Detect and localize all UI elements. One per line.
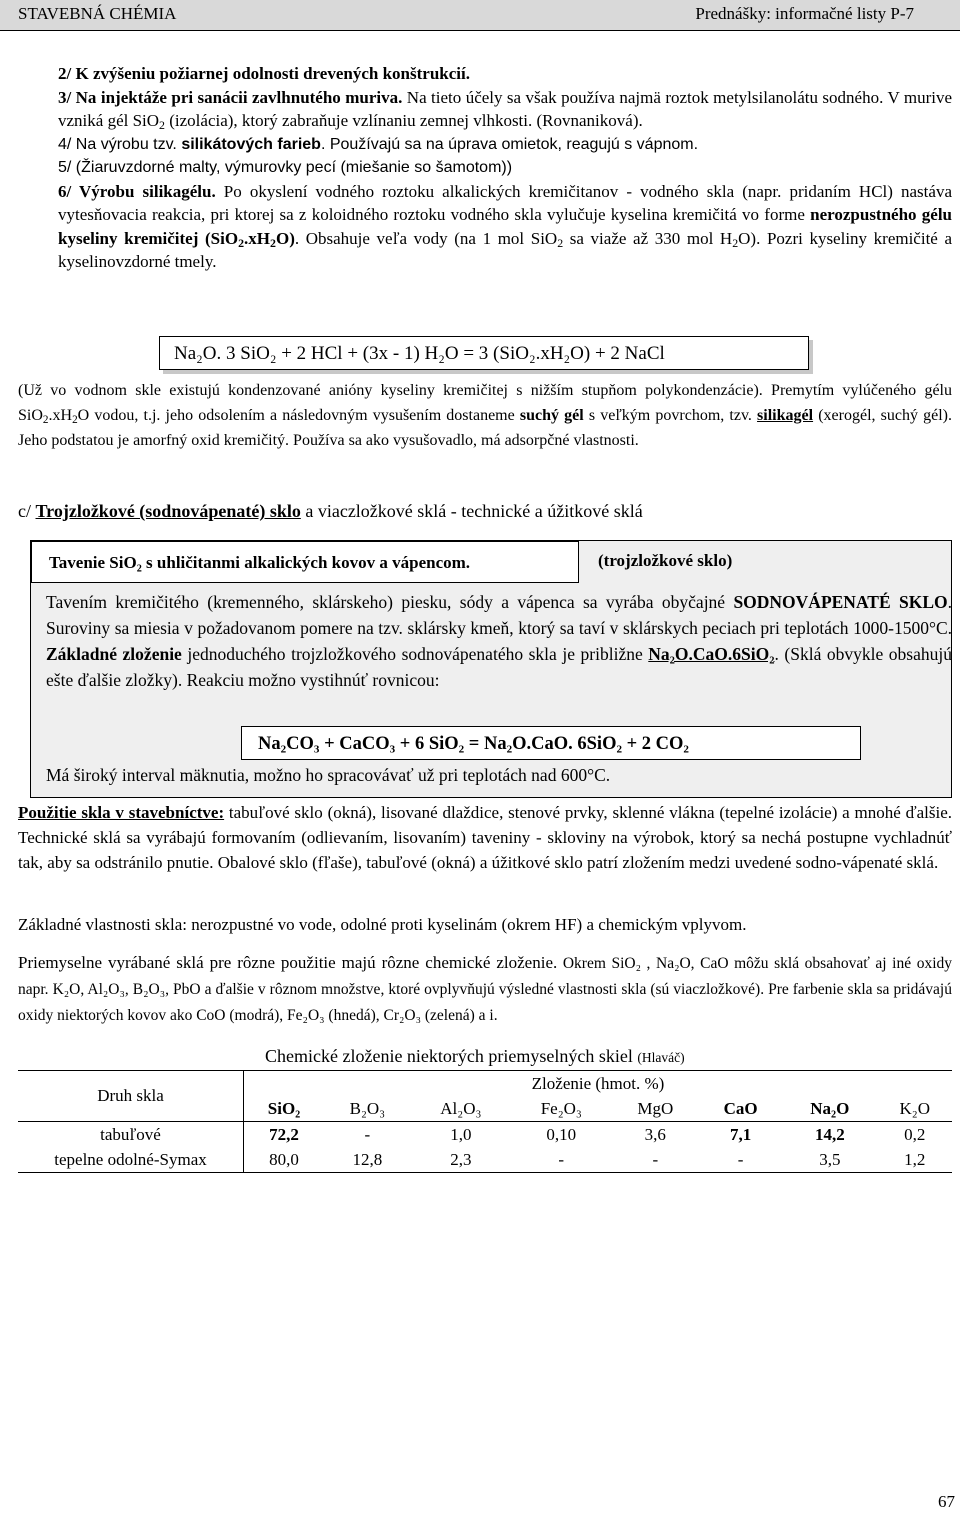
glass-production-box bbox=[30, 540, 952, 798]
oxide-header: SiO₂ bbox=[244, 1096, 325, 1122]
table-header-row bbox=[18, 1071, 952, 1097]
table-cell: - bbox=[364, 1124, 371, 1144]
page-header bbox=[0, 0, 960, 31]
list-item: 5/ (Žiaruvzdorné malty, výmurovky pecí (miešanie so šamotom)) bbox=[58, 159, 513, 176]
oxide-header: Na₂O bbox=[810, 1098, 850, 1118]
melting-heading: Tavenie SiO₂ s uhličitanmi alkalických kovov a vápencom. bbox=[31, 541, 579, 583]
table-cell: 0,10 bbox=[546, 1124, 577, 1144]
oxide-header: Fe₂O₃ bbox=[540, 1098, 582, 1118]
silica-gel-equation: Na₂O. 3 SiO₂ + 2 HCl + (3x - 1) H₂O = 3 (SiO₂.xH₂O) + 2 NaCl bbox=[159, 336, 809, 370]
table-cell: 80,0 bbox=[244, 1147, 325, 1173]
softening-note: Má široký interval mäknutia, možno ho spracovávať už pri teplotách nad 600°C. bbox=[46, 765, 611, 785]
table-cell: - bbox=[652, 1149, 659, 1169]
table-cell: 72,2 bbox=[244, 1122, 325, 1148]
production-text: Tavením kremičitého (kremenného, sklárskeho) piesku, sódy a vápenca sa vyrába obyčajné SODNOVÁPENATÉ SKLO. Suroviny sa miesia v požadovanom pomere na tzv. sklársky kmeň, ktorý sa taví v sklárskych peciach pri teplotách 1000-1500°C. Základné zloženie jednoduchého trojzložkového sodnovápenatého skla je približne Na₂O.CaO.6SiO₂. (Sklá obvykle obsahujú ešte ďalšie zložky). Reakciu možno vystihnúť rovnicou: bbox=[46, 592, 953, 690]
section-c-heading: c/ Trojzložkové (sodnovápenaté) sklo a viaczložkové sklá - technické a úžitkové sklá bbox=[18, 501, 643, 521]
table-cell: 14,2 bbox=[814, 1124, 845, 1144]
usage-paragraph: Použitie skla v stavebníctve: tabuľové sklo (okná), lisované dlaždice, stenové prvky, sklenné vlákna (tepelné izolácie) a mnohé ďalšie. Technické sklá sa vyrábajú formovaním (odlievaním, lisovaním) taveniny - skloviny na výrobok, ktorý sa nechá postupne vychladnúť tak, aby sa odstránilo pnutie. Obalové sklo (fľaše), tabuľové (okná) a úžitkové sklo patrí zložením medzi uvedené sodno-vápenaté sklá. bbox=[18, 803, 952, 872]
table-caption: Chemické zloženie niektorých priemyselných skiel (Hlaváč) bbox=[265, 1046, 685, 1066]
table-cell: 0,2 bbox=[904, 1124, 926, 1144]
table-cell: 7,1 bbox=[729, 1124, 752, 1144]
list-item: 2/ K zvýšeniu požiarnej odolnosti drevených konštrukcií. bbox=[58, 64, 470, 83]
page-number: 67 bbox=[938, 1492, 955, 1511]
list-item: 6/ Výrobu silikagélu. Po okyslení vodného roztoku alkalických kremičitanov - vodného skla (napr. pridaním HCl) nastáva vytesňovacia reakcia, pri ktorej sa z koloidného roztoku vodného skla vylučuje kyselina kremičitá vo forme nerozpustného gélu kyseliny kremičitej $(SiO_2.xH_2O)$. Obsahuje veľa vody (na 1 mol SiO$_2$ sa viaže až 330 mol $H_2O$). Pozri kyseliny kremičité a kyselinovzdorné tmely. bbox=[58, 181, 953, 271]
composition-paragraph: Priemyselne vyrábané sklá pre rôzne použitie majú rôzne chemické zloženie. Okrem SiO₂ , Na₂O, CaO môžu sklá obsahovať aj iné oxidy napr. K₂O, Al₂O₃, B₂O₃, PbO a ďalšie v rôznom množstve, ktoré ovplyvňujú výsledné vlastnosti skla (sú viaczložkové). Pre farbenie skla sa pridávajú oxidy niektorých kovov ako CoO (modrá), Fe₂O₃ (hnedá), Cr₂O₃ (zelená) a i. bbox=[18, 953, 953, 1024]
oxide-header: Al₂O₃ bbox=[440, 1098, 482, 1118]
glass-reaction-equation: Na₂CO₃ + CaCO₃ + 6 SiO₂ = Na₂O.CaO. 6SiO₂ + 2 CO₂ bbox=[241, 726, 861, 760]
table-cell: 1,0 bbox=[450, 1124, 472, 1144]
usage-list bbox=[58, 62, 952, 274]
table-row bbox=[18, 1122, 952, 1148]
composition-table bbox=[18, 1070, 952, 1173]
oxide-header: CaO bbox=[723, 1098, 758, 1118]
three-component-label: (trojzložkové sklo) bbox=[598, 551, 733, 570]
row-label: tabuľové bbox=[100, 1124, 161, 1144]
table-cell: 2,3 bbox=[450, 1149, 472, 1169]
table-cell: 3,5 bbox=[819, 1149, 841, 1169]
group-header: Zloženie (hmot. %) bbox=[244, 1071, 953, 1097]
properties-paragraph: Základné vlastnosti skla: nerozpustné vo vode, odolné proti kyselinám (okrem HF) a chemickým vplyvom. bbox=[18, 915, 747, 934]
table-row bbox=[18, 1147, 952, 1173]
header-left: STAVEBNÁ CHÉMIA bbox=[18, 4, 177, 23]
column-header: Druh skla bbox=[97, 1086, 164, 1105]
table-cell: 12,8 bbox=[352, 1149, 383, 1169]
table-cell: - bbox=[558, 1149, 565, 1169]
oxide-header: K₂O bbox=[899, 1098, 931, 1118]
oxide-header: B₂O₃ bbox=[349, 1098, 386, 1118]
oxide-header: MgO bbox=[637, 1098, 674, 1118]
table-cell: 3,6 bbox=[644, 1124, 666, 1144]
list-item: 4/ Na výrobu tzv. silikátových farieb. Používajú sa na úprava omietok, reagujú s vápnom. bbox=[58, 135, 699, 153]
table-cell: - bbox=[737, 1149, 744, 1169]
header-right: Prednášky: informačné listy P-7 bbox=[695, 4, 914, 23]
table-cell: 1,2 bbox=[904, 1149, 926, 1169]
list-item: 3/ Na injektáže pri sanácii zavlhnutého muriva. Na tieto účely sa však používa najmä roztok metylsilanolátu sodného. V murive vzniká gél SiO$_2$ (izolácia), ktorý zabraňuje vzlínaniu zemnej vlhkosti. (Rovnaniková). bbox=[58, 87, 952, 132]
row-label: tepelne odolné-Symax bbox=[54, 1149, 207, 1169]
silikagel-paragraph: (Už vo vodnom skle existujú kondenzované anióny kyseliny kremičitej s nižším stupňom polykondenzácie). Premytím vylúčeného gélu $SiO_2.xH_2O$ vodou, t.j. jeho odsolením a následovným vysušením dostaneme suchý gél s veľkým povrchom, tzv. silikagél (xerogél, suchý gél). Jeho podstatou je amorfný oxid kremičitý. Používa sa ako vysušovadlo, má adsorpčné vlastnosti. bbox=[18, 382, 952, 449]
